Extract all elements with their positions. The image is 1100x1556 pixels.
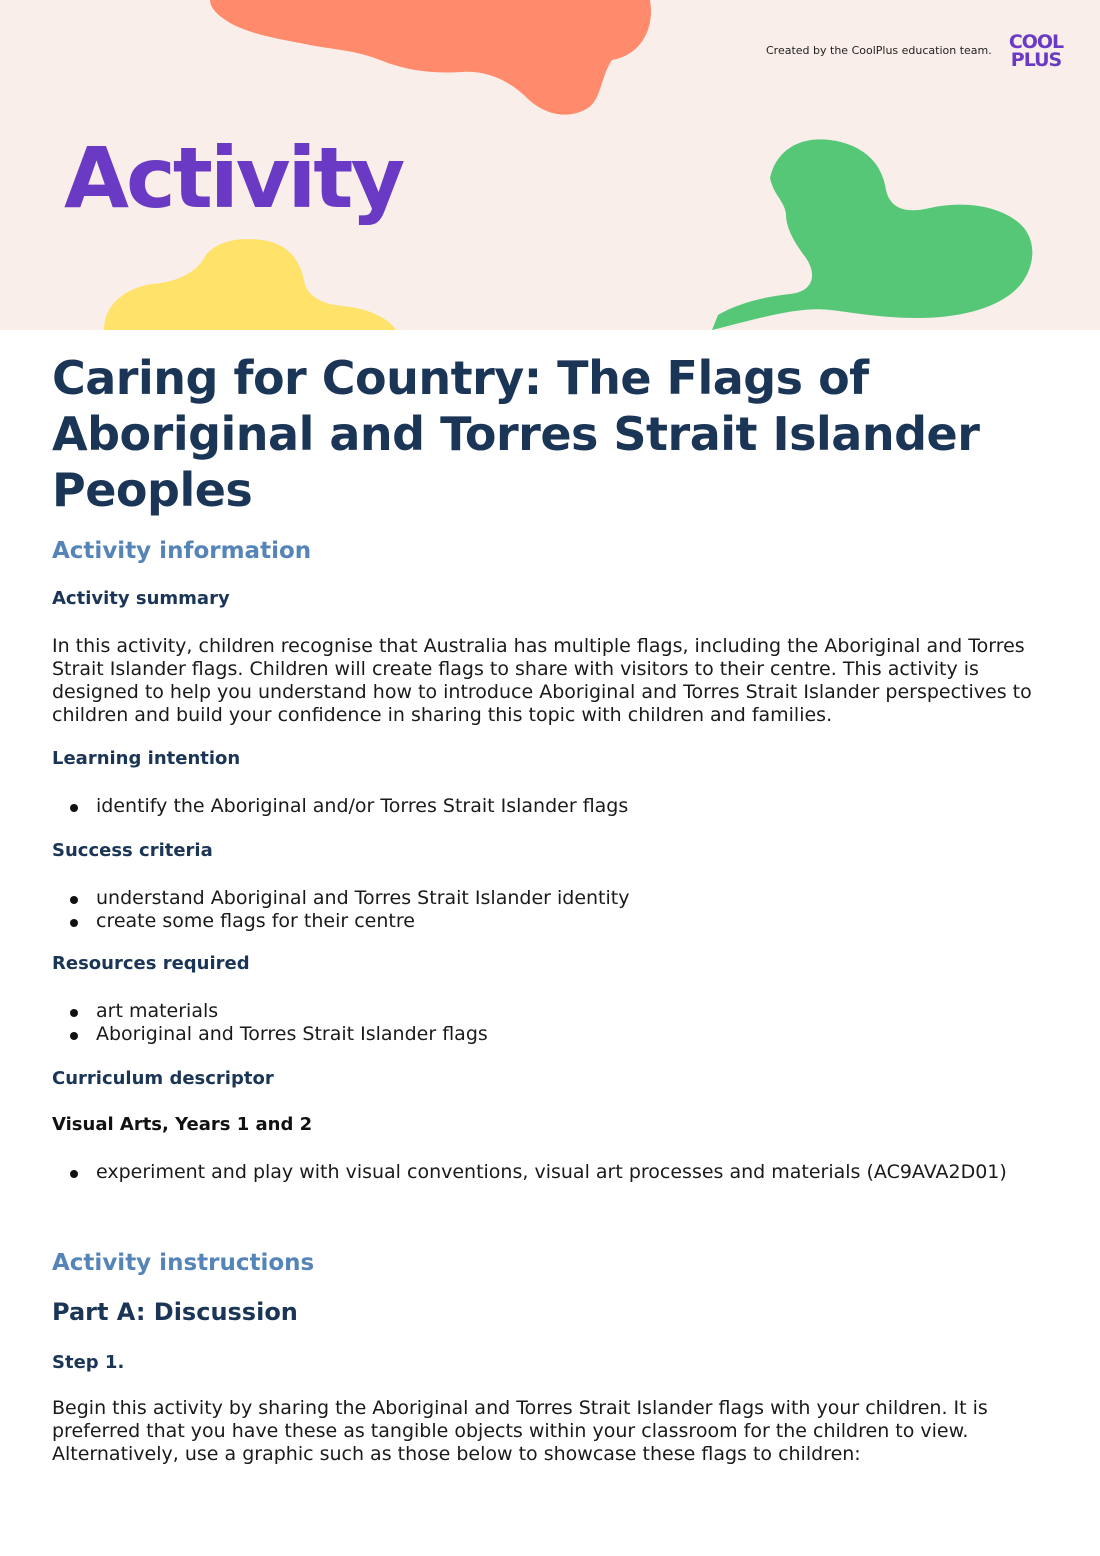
green-blob (712, 139, 1032, 330)
part-a-heading: Part A: Discussion (52, 1298, 298, 1326)
list-item: Aboriginal and Torres Strait Islander flags (52, 1023, 1052, 1046)
learning-intention-list (52, 795, 1052, 818)
learning-intention-heading: Learning intention (52, 748, 241, 769)
credit-text: Created by the CoolPlus education team. (766, 44, 992, 57)
step-1-heading: Step 1. (52, 1352, 125, 1373)
resources-required-list (52, 1000, 1052, 1046)
document-title: Caring for Country: The Flags of Aboriginal and Torres Strait Islander Peoples (52, 351, 980, 517)
yellow-blob (104, 239, 396, 330)
activity-information-heading: Activity information (52, 538, 312, 564)
success-criteria-list (52, 887, 1052, 933)
logo-line-2: PLUS (1010, 49, 1062, 71)
logo-line-1: COOL (1008, 31, 1064, 53)
activity-summary-heading: Activity summary (52, 588, 230, 609)
header-banner (0, 0, 1100, 330)
curriculum-list (52, 1161, 1052, 1184)
success-criteria-heading: Success criteria (52, 840, 213, 861)
list-item: experiment and play with visual conventions, visual art processes and materials (AC9AVA2D01) (52, 1161, 1052, 1184)
resources-required-heading: Resources required (52, 953, 250, 974)
list-item: understand Aboriginal and Torres Strait Islander identity (52, 887, 1052, 910)
curriculum-year-heading: Visual Arts, Years 1 and 2 (52, 1114, 313, 1135)
list-item: create some flags for their centre (52, 910, 1052, 933)
activity-instructions-heading: Activity instructions (52, 1250, 315, 1276)
list-item: identify the Aboriginal and/or Torres Strait Islander flags (52, 795, 1052, 818)
activity-banner-title: Activity (64, 129, 403, 227)
activity-summary-text: In this activity, children recognise that Australia has multiple flags, including the Aboriginal and Torres Strait Islander flags. Children will create flags to share with visitors to their centre. This activity is designed to help you understand how to introduce Aboriginal and Torres Strait Islander perspectives to children and build your confidence in sharing this topic with children and families. (52, 635, 1032, 726)
coral-blob (210, 0, 651, 115)
step-1-text: Begin this activity by sharing the Aboriginal and Torres Strait Islander flags with your children. It is preferred that you have these as tangible objects within your classroom for the children to view. Alternatively, use a graphic such as those below to showcase these flags to children: (52, 1397, 988, 1465)
list-item: art materials (52, 1000, 1052, 1023)
curriculum-descriptor-heading: Curriculum descriptor (52, 1068, 274, 1089)
coolplus-logo (1003, 33, 1069, 73)
